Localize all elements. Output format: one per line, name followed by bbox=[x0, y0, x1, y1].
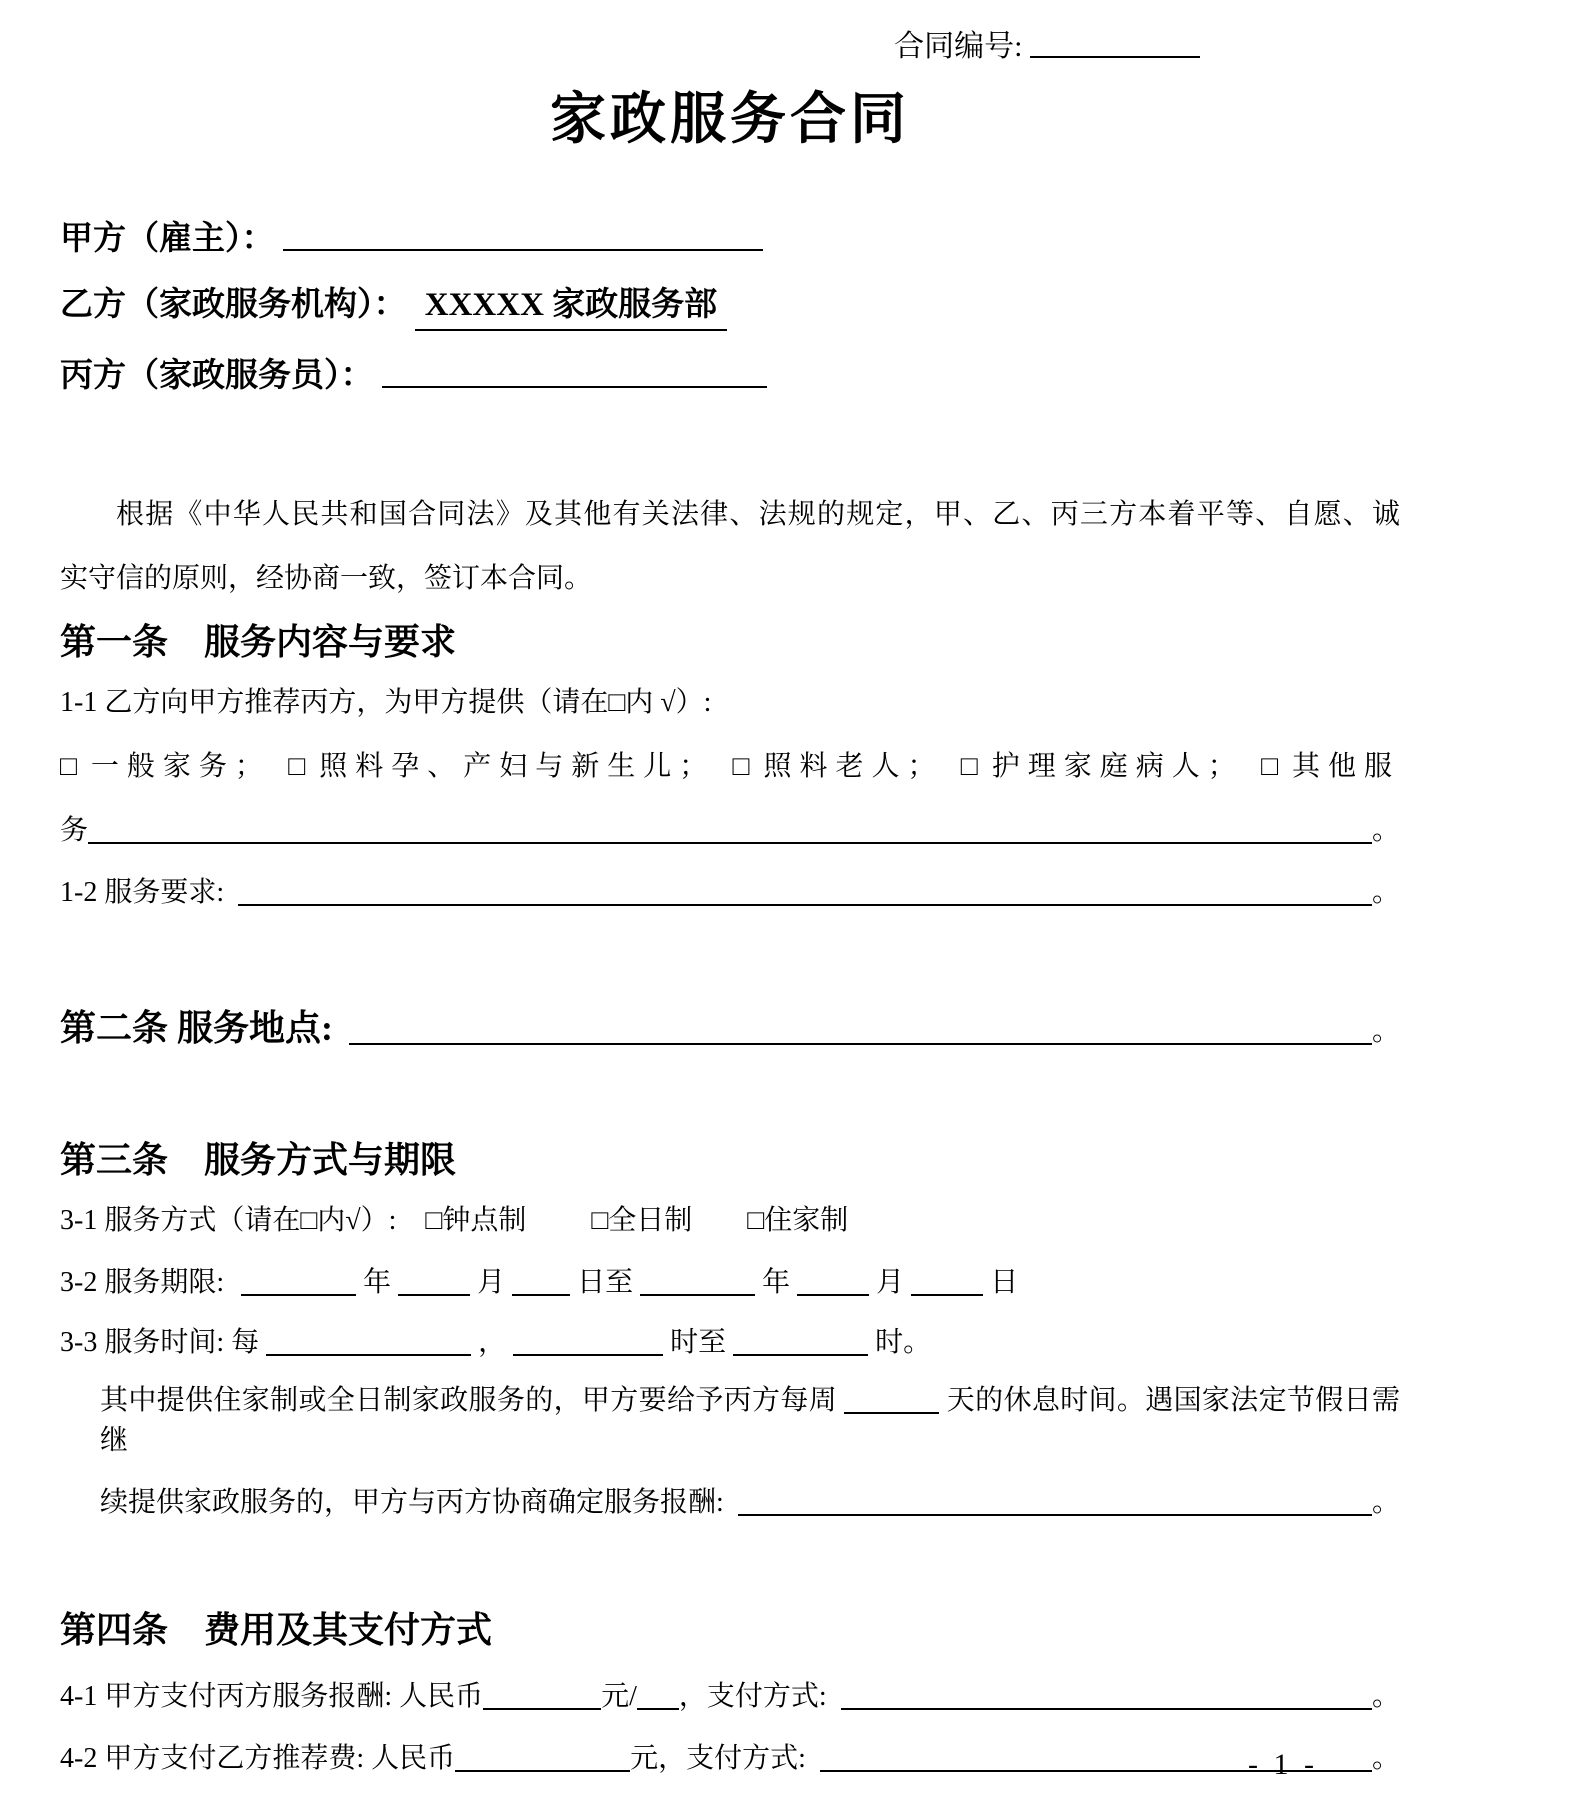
other-services-wrap-char: 务 bbox=[60, 815, 89, 846]
option-label: 住家制 bbox=[764, 1205, 849, 1236]
year-from-label: 年 bbox=[363, 1267, 392, 1298]
per-unit-label: 元/ bbox=[601, 1681, 637, 1712]
service-day-blank[interactable] bbox=[266, 1334, 471, 1356]
option-full-time[interactable] bbox=[591, 1205, 699, 1236]
checkbox-icon[interactable]: □ bbox=[732, 751, 758, 782]
option-other-services[interactable] bbox=[1261, 747, 1400, 787]
clause-4-1-label: 4-1 甲方支付丙方服务报酬: 人民币 bbox=[60, 1681, 484, 1712]
period: 。 bbox=[1371, 877, 1400, 908]
contract-number-label: 合同编号: bbox=[894, 30, 1023, 63]
option-patient-care[interactable] bbox=[961, 747, 1244, 787]
rest-days-note-line-2 bbox=[60, 1483, 1400, 1523]
party-a-line bbox=[60, 216, 1400, 262]
clause-4-1 bbox=[60, 1677, 1400, 1717]
option-hourly[interactable] bbox=[425, 1205, 533, 1236]
option-maternity-newborn-care[interactable] bbox=[288, 747, 715, 787]
service-options-line bbox=[60, 747, 1400, 787]
period: 。 bbox=[1371, 815, 1400, 846]
service-location-blank[interactable] bbox=[349, 1023, 1372, 1045]
period: 。 bbox=[1371, 1743, 1400, 1774]
per-unit-blank[interactable] bbox=[637, 1688, 679, 1710]
preamble-line-1: 根据《中华人民共和国合同法》及其他有关法律、法规的规定，甲、乙、丙三方本着平等、自愿、诚 bbox=[116, 499, 1400, 530]
section-2-heading-label: 第二条 服务地点: bbox=[60, 1008, 333, 1048]
service-requirements-blank[interactable] bbox=[238, 884, 1372, 906]
option-label: 照料老人； bbox=[763, 751, 944, 782]
clause-3-1-label: 3-1 服务方式（请在□内√）: bbox=[60, 1205, 397, 1236]
term-start-day-blank[interactable] bbox=[512, 1274, 570, 1296]
option-label: 照料孕、产妇与新生儿； bbox=[319, 751, 716, 782]
checkbox-icon[interactable]: □ bbox=[747, 1205, 765, 1236]
period: 。 bbox=[1371, 1487, 1400, 1518]
term-end-day-blank[interactable] bbox=[911, 1274, 983, 1296]
rest-days-text-before: 其中提供住家制或全日制家政服务的，甲方要给予丙方每周 bbox=[100, 1385, 838, 1416]
hour-to-label: 时至 bbox=[670, 1327, 727, 1358]
party-a-blank[interactable] bbox=[283, 229, 763, 251]
term-end-year-blank[interactable] bbox=[640, 1274, 755, 1296]
other-services-wrap-line bbox=[60, 811, 1400, 851]
checkbox-icon[interactable]: □ bbox=[591, 1205, 609, 1236]
start-hour-blank[interactable] bbox=[513, 1334, 663, 1356]
period: 。 bbox=[1371, 1016, 1400, 1047]
option-general-housework[interactable] bbox=[60, 747, 271, 787]
comma: ， bbox=[478, 1327, 507, 1358]
clause-1-2-label: 1-2 服务要求: bbox=[60, 877, 225, 908]
referral-fee-amount-blank[interactable] bbox=[455, 1750, 630, 1772]
period: 。 bbox=[1371, 1681, 1400, 1712]
holiday-pay-blank[interactable] bbox=[738, 1494, 1372, 1516]
clause-1-1: 1-1 乙方向甲方推荐丙方，为甲方提供（请在□内 √）: bbox=[60, 687, 712, 718]
clause-3-2-label: 3-2 服务期限: bbox=[60, 1267, 225, 1298]
end-hour-blank[interactable] bbox=[733, 1334, 868, 1356]
service-pay-amount-blank[interactable] bbox=[483, 1688, 601, 1710]
term-start-month-blank[interactable] bbox=[398, 1274, 470, 1296]
clause-1-2 bbox=[60, 873, 1400, 913]
referral-payment-method-label: 元，支付方式: bbox=[630, 1743, 806, 1774]
party-c-line bbox=[60, 353, 1400, 399]
option-label: 其他服 bbox=[1291, 751, 1400, 782]
day-end-label: 日 bbox=[990, 1267, 1019, 1298]
rest-days-text-after: 天的休息时间。遇国家法定节假日需继 bbox=[100, 1385, 1401, 1456]
checkbox-icon[interactable]: □ bbox=[60, 751, 85, 782]
section-3-heading: 第三条 服务方式与期限 bbox=[60, 1140, 457, 1180]
option-elderly-care[interactable] bbox=[733, 747, 944, 787]
page-title: 家政服务合同 bbox=[550, 89, 910, 151]
section-2-heading-line bbox=[60, 1003, 1400, 1057]
option-label: 全日制 bbox=[608, 1205, 693, 1236]
party-b-line bbox=[60, 282, 1400, 331]
section-1-heading: 第一条 服务内容与要求 bbox=[60, 622, 457, 662]
day-to-label: 日至 bbox=[577, 1267, 634, 1298]
clause-3-3-label: 3-3 服务时间: 每 bbox=[60, 1327, 260, 1358]
option-label: 一般家务； bbox=[90, 751, 271, 782]
month-to-label: 月 bbox=[876, 1267, 905, 1298]
clause-4-2 bbox=[60, 1739, 1400, 1779]
term-start-year-blank[interactable] bbox=[241, 1274, 356, 1296]
section-4-heading: 第四条 费用及其支付方式 bbox=[60, 1610, 493, 1650]
checkbox-icon[interactable]: □ bbox=[425, 1205, 443, 1236]
holiday-pay-text: 续提供家政服务的，甲方与丙方协商确定服务报酬: bbox=[100, 1487, 724, 1518]
month-from-label: 月 bbox=[477, 1267, 506, 1298]
checkbox-icon[interactable]: □ bbox=[1261, 751, 1286, 782]
year-to-label: 年 bbox=[762, 1267, 791, 1298]
party-b-label: 乙方（家政服务机构）： bbox=[60, 287, 407, 323]
checkbox-icon[interactable]: □ bbox=[960, 751, 986, 782]
other-services-blank[interactable] bbox=[88, 822, 1372, 844]
contract-number-line bbox=[60, 26, 1400, 68]
party-b-value: XXXXX 家政服务部 bbox=[415, 282, 727, 331]
rest-days-note-line-1 bbox=[60, 1381, 1400, 1461]
payment-method-label: ，支付方式: bbox=[678, 1681, 827, 1712]
clause-3-1 bbox=[60, 1201, 1400, 1241]
option-label: 护理家庭病人； bbox=[991, 751, 1244, 782]
preamble-line-2: 实守信的原则，经协商一致，签订本合同。 bbox=[60, 563, 593, 594]
hour-end-label: 时。 bbox=[875, 1327, 932, 1358]
clause-3-2 bbox=[60, 1263, 1400, 1303]
party-c-blank[interactable] bbox=[382, 366, 767, 388]
rest-days-blank[interactable] bbox=[844, 1392, 939, 1414]
contract-number-blank[interactable] bbox=[1030, 36, 1200, 58]
checkbox-icon[interactable]: □ bbox=[288, 751, 314, 782]
clause-3-3 bbox=[60, 1323, 1400, 1363]
page-number: - 1 - bbox=[1248, 1748, 1318, 1781]
option-label: 钟点制 bbox=[442, 1205, 527, 1236]
party-a-label: 甲方（雇主）： bbox=[60, 221, 275, 257]
party-c-label: 丙方（家政服务员）： bbox=[60, 358, 374, 394]
payment-method-blank[interactable] bbox=[841, 1688, 1372, 1710]
option-live-in[interactable] bbox=[747, 1205, 848, 1236]
clause-4-2-label: 4-2 甲方支付乙方推荐费: 人民币 bbox=[60, 1743, 456, 1774]
term-end-month-blank[interactable] bbox=[797, 1274, 869, 1296]
